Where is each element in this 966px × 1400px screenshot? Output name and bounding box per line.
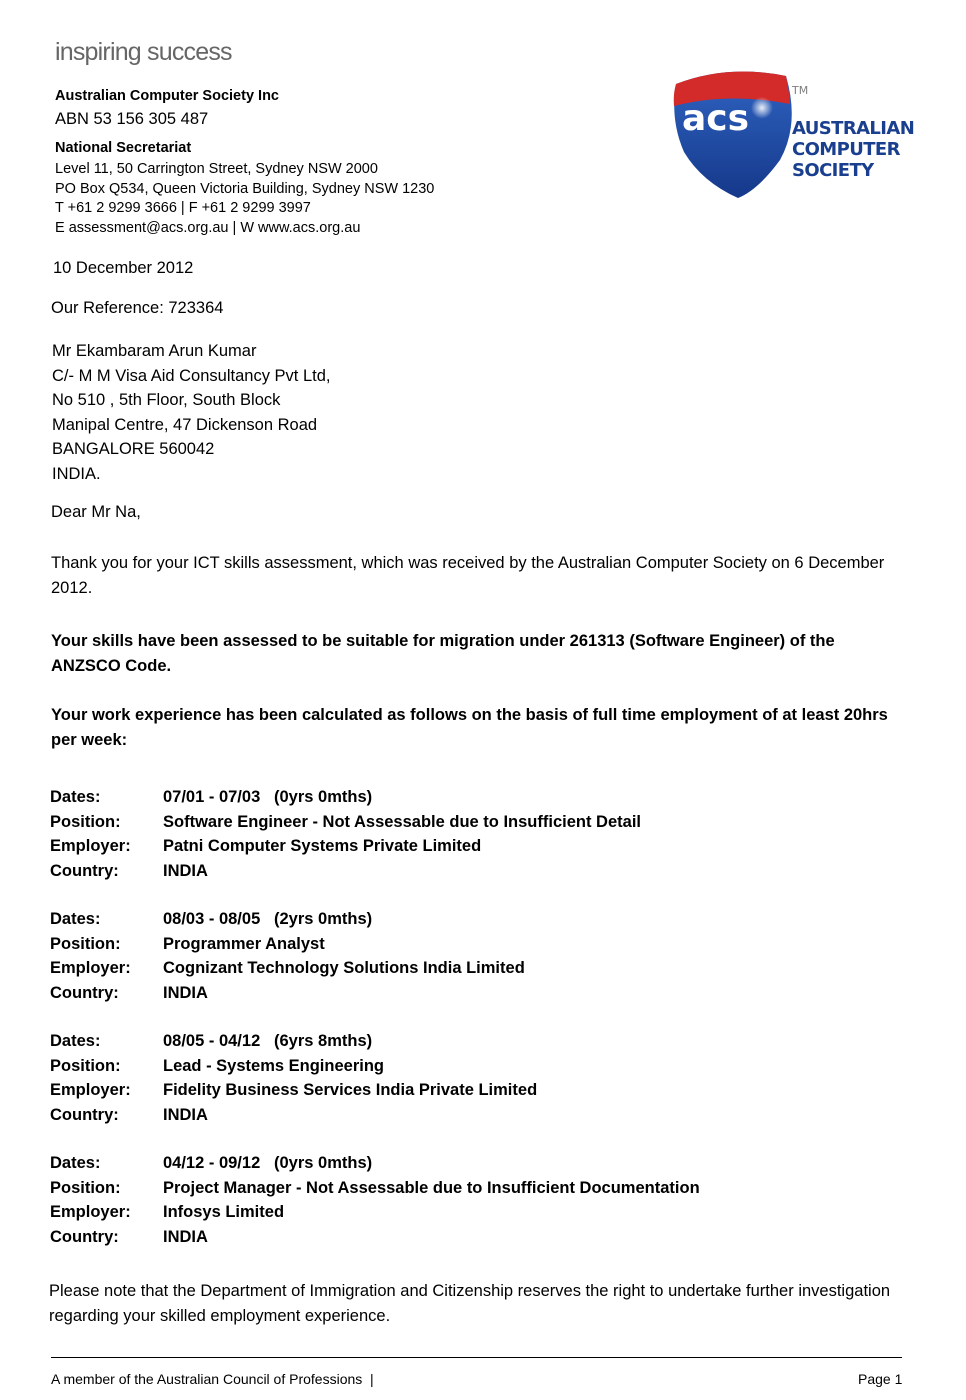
dates-label: Dates: [50, 1032, 101, 1050]
footer-membership: A member of the Australian Council of Professions | [51, 1371, 374, 1387]
country-value: INDIA [163, 983, 208, 1002]
employer-label: Employer: [50, 1203, 131, 1221]
salutation: Dear Mr Na, [51, 503, 141, 521]
country-label: Country: [50, 861, 119, 880]
employment-entry [50, 785, 641, 883]
employer-label: Employer: [50, 837, 131, 855]
position-label: Position: [50, 1056, 121, 1075]
acs-logo [668, 64, 918, 204]
assessment-result: Your skills have been assessed to be suitable for migration under 261313 (Software Engineer) of the ANZSCO Code. [51, 632, 835, 675]
org-name: Australian Computer Society Inc [55, 88, 279, 104]
dates-label: Dates: [50, 788, 101, 806]
dates-label: Dates: [50, 910, 101, 928]
tagline: inspiring success [55, 38, 232, 66]
abn-number: ABN 53 156 305 487 [55, 110, 209, 128]
address-line: PO Box Q534, Queen Victoria Building, Sydney NSW 1230 [55, 180, 435, 197]
contact-address [55, 160, 434, 239]
country-label: Country: [50, 1227, 119, 1246]
position-value: Programmer Analyst [163, 934, 325, 953]
country-label: Country: [50, 983, 119, 1002]
trademark-mark: TM [792, 84, 809, 97]
recipient-line: Mr Ekambaram Arun Kumar [52, 342, 257, 360]
contact-phone-line: T +61 2 9299 3666 | F +61 2 9299 3997 [55, 200, 311, 217]
intro-paragraph: Thank you for your ICT skills assessment, which was received by the Australian Computer Society on 6 December 2012. [51, 554, 885, 597]
employer-value: Infosys Limited [163, 1203, 285, 1221]
country-value: INDIA [163, 861, 208, 880]
logo-name-line: SOCIETY [792, 160, 874, 181]
closing-note: Please note that the Department of Immigration and Citizenship reserves the right to undertake further investigation regarding your skilled employment experience. [49, 1282, 891, 1325]
footer-divider [51, 1357, 902, 1358]
address-line: Level 11, 50 Carrington Street, Sydney NSW 2000 [55, 161, 378, 177]
secretariat-title: National Secretariat [55, 140, 192, 156]
recipient-line: Manipal Centre, 47 Dickenson Road [52, 415, 318, 434]
recipient-line: BANGALORE 560042 [52, 440, 215, 458]
employment-entry [50, 1151, 700, 1249]
country-label: Country: [50, 1105, 119, 1124]
experience-intro: Your work experience has been calculated as follows on the basis of full time employment of at least 20hrs per week: [51, 706, 888, 749]
position-value: Project Manager - Not Assessable due to Insufficient Documentation [163, 1178, 700, 1197]
country-value: INDIA [163, 1105, 208, 1124]
position-label: Position: [50, 1178, 121, 1197]
our-reference: Our Reference: 723364 [51, 299, 224, 317]
recipient-address [52, 339, 330, 486]
employer-value: Patni Computer Systems Private Limited [163, 837, 482, 855]
position-label: Position: [50, 934, 121, 953]
logo-acronym: acs [682, 98, 750, 139]
dates-value: 08/03 - 08/05 (2yrs 0mths) [163, 910, 373, 928]
employer-value: Cognizant Technology Solutions India Limited [163, 959, 525, 977]
dates-value: 08/05 - 04/12 (6yrs 8mths) [163, 1032, 373, 1050]
employment-entry [50, 1029, 537, 1127]
employment-entry [50, 907, 525, 1005]
employer-label: Employer: [50, 959, 131, 977]
dates-value: 04/12 - 09/12 (0yrs 0mths) [163, 1154, 373, 1172]
recipient-line: No 510 , 5th Floor, South Block [52, 391, 281, 409]
recipient-line: C/- M M Visa Aid Consultancy Pvt Ltd, [52, 366, 331, 385]
dates-value: 07/01 - 07/03 (0yrs 0mths) [163, 788, 373, 806]
logo-name-line: AUSTRALIAN [792, 118, 915, 139]
dates-label: Dates: [50, 1154, 101, 1172]
country-value: INDIA [163, 1227, 208, 1246]
position-value: Lead - Systems Engineering [163, 1056, 384, 1075]
contact-email-line: E assessment@acs.org.au | W www.acs.org.au [55, 220, 361, 237]
letter-date: 10 December 2012 [53, 259, 194, 277]
recipient-line: INDIA. [52, 464, 101, 483]
employer-label: Employer: [50, 1081, 131, 1099]
employer-value: Fidelity Business Services India Private Limited [163, 1081, 538, 1099]
logo-name-line: COMPUTER [792, 139, 900, 160]
page-number: Page 1 [858, 1371, 903, 1387]
position-label: Position: [50, 812, 121, 831]
position-value: Software Engineer - Not Assessable due to Insufficient Detail [163, 812, 641, 831]
